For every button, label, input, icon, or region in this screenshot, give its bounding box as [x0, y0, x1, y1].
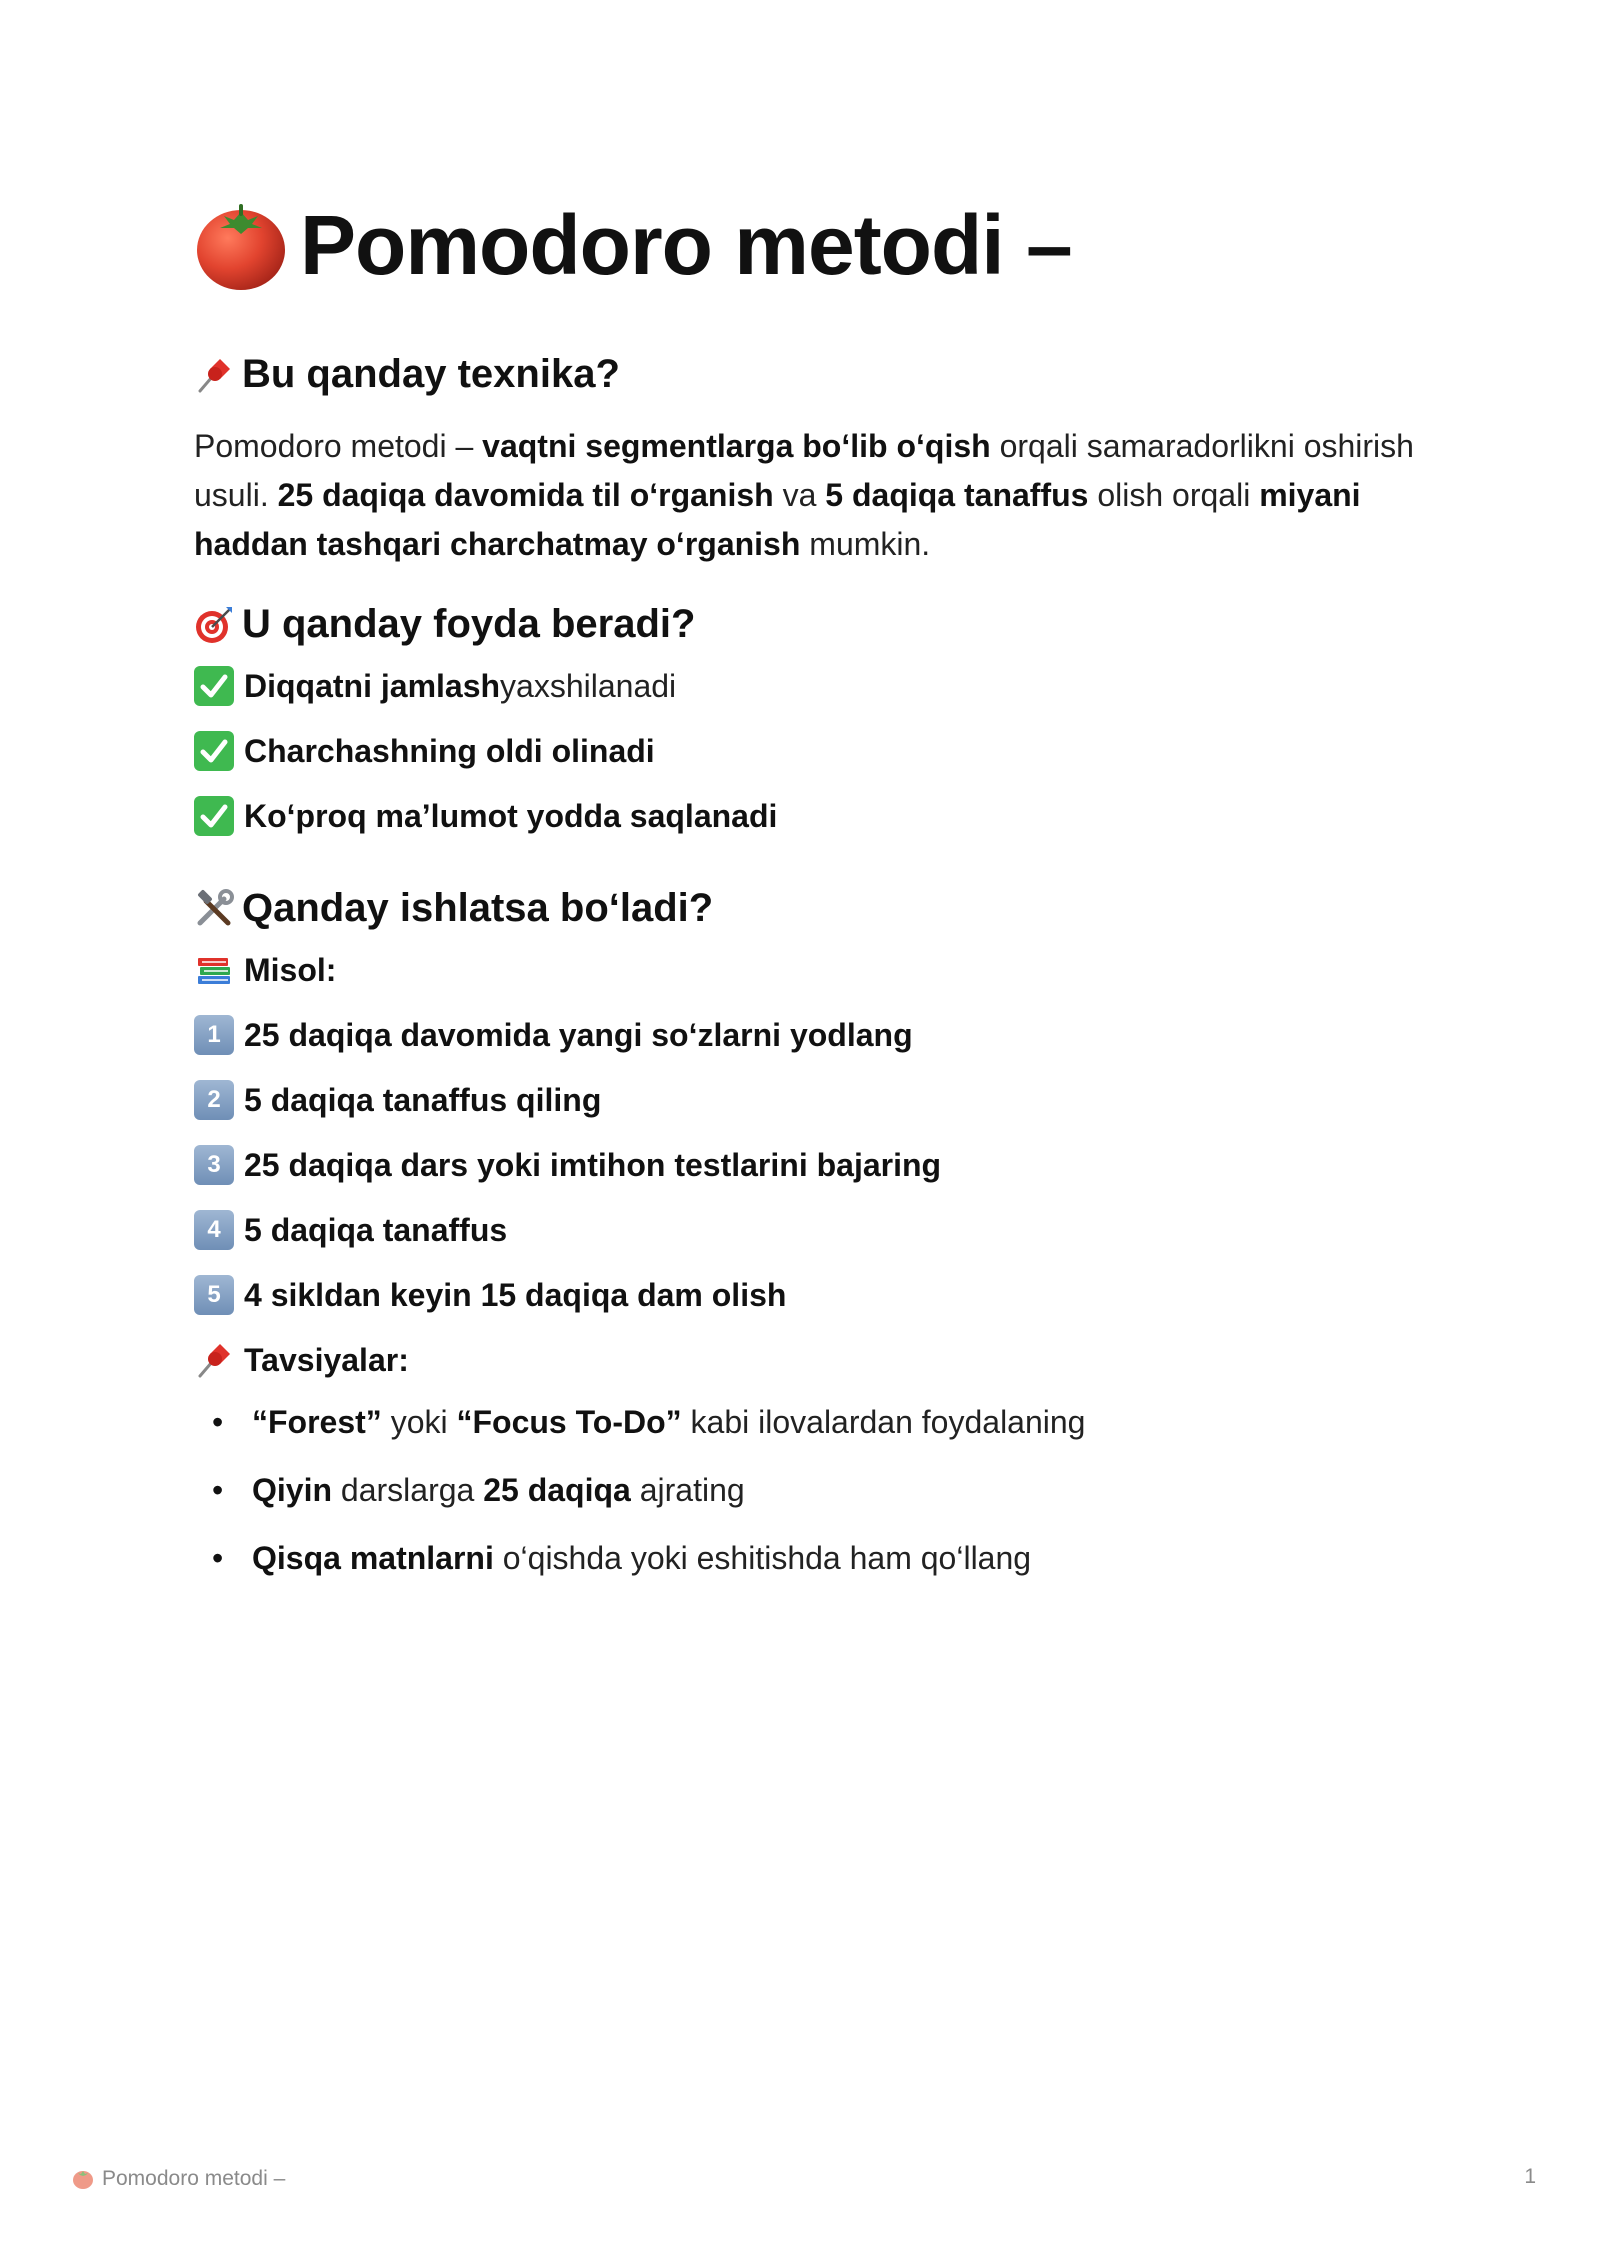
intro-paragraph: Pomodoro metodi – vaqtni segmentlarga bo‘lib o‘qish orqali samaradorlikni oshirish usuli. 25 daqiqa davomida til o‘rganish va 5 daqiqa tanaffus olish orqali miyani haddan tashqari charchatmay o‘rganish mumkin.	[194, 428, 1414, 562]
step-item: 4 5 daqiqa tanaffus	[194, 1210, 507, 1250]
tools-icon	[194, 889, 234, 929]
benefit-item: Charchashning oldi olinadi	[194, 731, 655, 771]
tip-item: • Qiyin darslarga 25 daqiqa ajrating	[194, 1470, 1085, 1538]
document-page	[194, 190, 1434, 1576]
page-number: 1	[1524, 2165, 1536, 2188]
tomato-icon	[194, 198, 288, 292]
section-heading-benefits	[194, 602, 695, 647]
section-heading-technique	[194, 352, 620, 397]
target-icon	[194, 605, 234, 645]
section-heading-text: Bu qanday texnika?	[242, 352, 620, 396]
tip-item: • “Forest” yoki “Focus To-Do” kabi ilovalardan foydalaning	[194, 1402, 1085, 1470]
step-item: 3 25 daqiqa dars yoki imtihon testlarini bajaring	[194, 1145, 941, 1185]
tip-item: • Qisqa matnlarni o‘qishda yoki eshitishda ham qo‘llang	[194, 1538, 1085, 1606]
footer-title: Pomodoro metodi –	[102, 2167, 286, 2190]
pushpin-icon	[194, 1340, 234, 1380]
section-heading-usage	[194, 886, 713, 931]
tips-label: Tavsiyalar:	[194, 1340, 409, 1380]
tips-list	[194, 1402, 1085, 1606]
check-icon	[194, 666, 234, 706]
tomato-icon	[72, 2168, 94, 2190]
step-item: 1 25 daqiqa davomida yangi so‘zlarni yodlang	[194, 1015, 913, 1055]
section-heading-text: Qanday ishlatsa bo‘ladi?	[242, 886, 714, 930]
keycap-icon: 3	[194, 1145, 234, 1185]
example-label: Misol:	[194, 950, 336, 990]
pushpin-icon	[194, 355, 234, 395]
books-icon	[194, 950, 234, 990]
page-title: Pomodoro metodi –	[300, 197, 1072, 292]
check-icon	[194, 731, 234, 771]
page-footer	[72, 2167, 285, 2191]
keycap-icon: 5	[194, 1275, 234, 1315]
keycap-icon: 1	[194, 1015, 234, 1055]
keycap-icon: 2	[194, 1080, 234, 1120]
keycap-icon: 4	[194, 1210, 234, 1250]
section-heading-text: U qanday foyda beradi?	[242, 602, 696, 646]
step-item: 2 5 daqiqa tanaffus qiling	[194, 1080, 601, 1120]
benefit-item: Ko‘proq ma’lumot yodda saqlanadi	[194, 796, 777, 836]
benefit-item: Diqqatni jamlash yaxshilanadi	[194, 666, 676, 706]
step-item: 5 4 sikldan keyin 15 daqiqa dam olish	[194, 1275, 786, 1315]
title-row	[194, 190, 1434, 300]
check-icon	[194, 796, 234, 836]
